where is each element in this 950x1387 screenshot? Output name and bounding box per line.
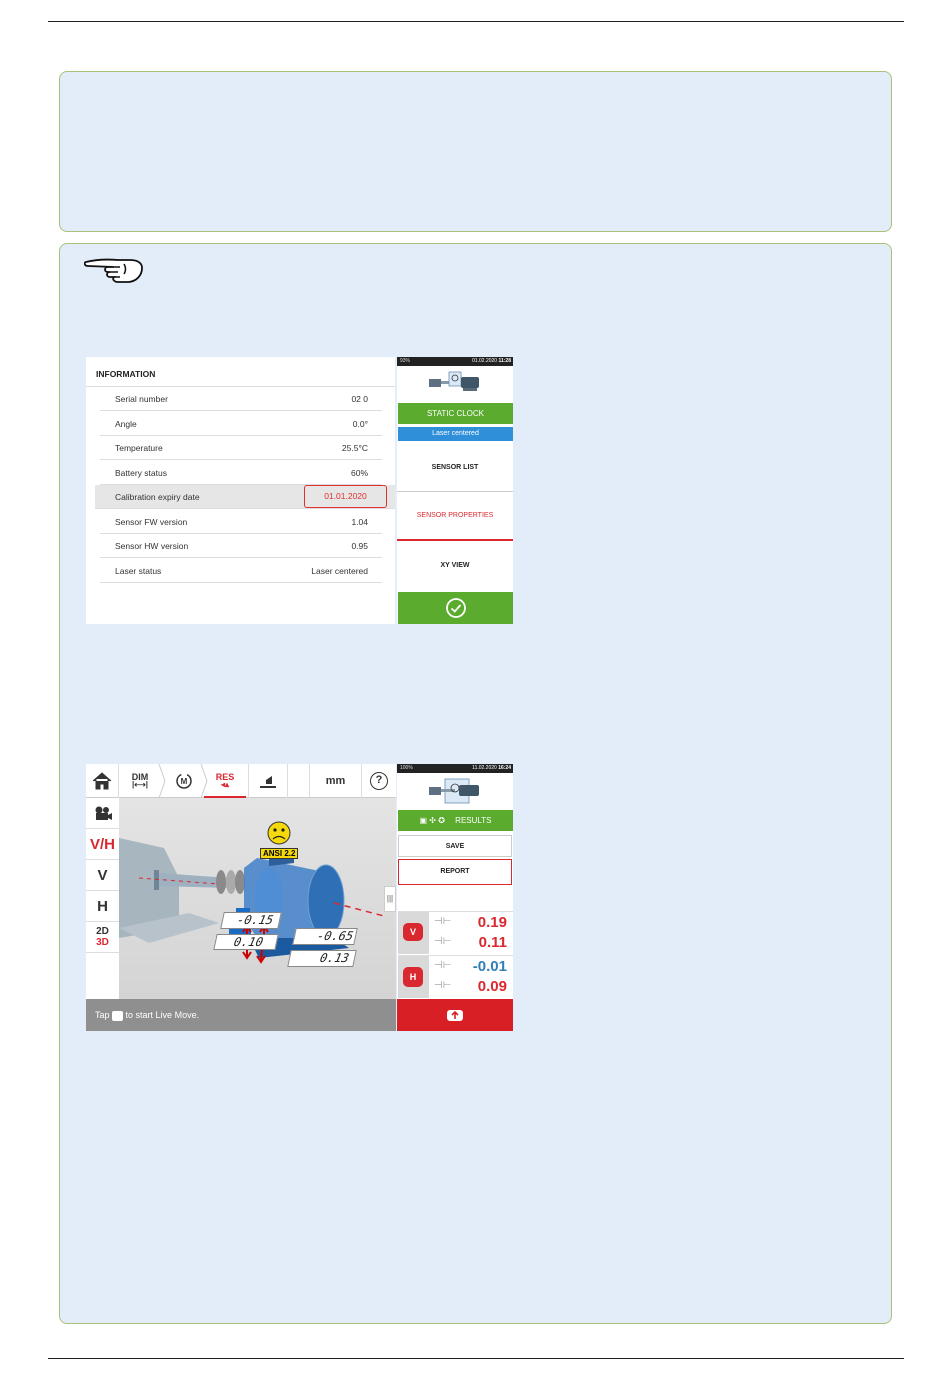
machine-thumbnail-icon — [427, 370, 483, 394]
info-value: 02 0 — [351, 394, 368, 404]
h-gap-value: -0.01 — [472, 958, 507, 975]
confirm-button[interactable] — [398, 592, 513, 624]
info-label: Laser status — [115, 566, 162, 576]
v-view-button[interactable]: V — [86, 860, 119, 891]
chevron-right-icon — [158, 764, 166, 798]
results-status-icons: ▣ ✣ ✪ — [419, 816, 445, 825]
live-move-hint — [86, 999, 396, 1031]
vertical-results — [398, 911, 513, 953]
h-angle-value: 0.13 — [287, 950, 357, 967]
svg-text:M: M — [180, 777, 188, 786]
toolbar — [86, 764, 396, 798]
report-button[interactable]: REPORT — [398, 859, 512, 885]
note-box-top — [59, 71, 892, 232]
information-panel — [86, 357, 395, 624]
info-row-laser — [100, 559, 382, 583]
info-value: Laser centered — [311, 566, 368, 576]
info-label: Sensor FW version — [115, 517, 188, 527]
results-label: RESULTS — [455, 816, 492, 825]
v-gap-value: 0.19 — [477, 914, 507, 931]
xy-view-item[interactable]: XY VIEW — [440, 562, 470, 569]
hint-text-end: to start Live Move. — [125, 1010, 200, 1020]
info-label: Sensor HW version — [115, 541, 189, 551]
view-sidebar — [86, 798, 119, 954]
res-arrow-icon: ◂▴ — [220, 780, 230, 789]
dimension-toggle[interactable] — [86, 922, 119, 953]
measure-tab[interactable] — [166, 764, 202, 798]
info-row-calibration[interactable] — [95, 485, 395, 509]
measure-m-icon — [174, 771, 194, 791]
pointing-hand-icon — [84, 253, 146, 285]
status-bar — [397, 764, 513, 773]
live-move-button[interactable] — [397, 999, 513, 1031]
tolerance-label: ANSI 2.2 — [260, 848, 298, 859]
info-value: 0.0° — [352, 419, 368, 429]
units-button[interactable]: mm — [310, 764, 362, 798]
info-value: 25.5°C — [341, 443, 368, 453]
v-badge — [398, 912, 429, 954]
panel-handle[interactable]: ||| — [384, 886, 396, 912]
help-icon: ? — [370, 772, 388, 790]
results-screen — [86, 764, 396, 1031]
info-row-serial — [100, 387, 382, 411]
move-machine-icon — [258, 772, 278, 790]
calibration-expiry-highlight: 01.01.2020 — [304, 485, 387, 508]
machine-train-illustration — [119, 798, 396, 999]
h-offset-value: 0.10 — [213, 934, 278, 950]
2d-label: 2D — [96, 926, 109, 937]
res-tab[interactable] — [204, 764, 246, 798]
v-machine-icon: V — [403, 923, 423, 941]
info-row-temperature — [100, 436, 382, 460]
status-datetime: 11.02.2020 16:24 — [472, 765, 511, 771]
blank-tab — [288, 764, 310, 798]
sensor-list-item[interactable]: SENSOR LIST — [431, 464, 479, 471]
sensor-properties-item[interactable]: SENSOR PROPERTIES — [416, 512, 494, 519]
v-offset-value: 0.11 — [478, 934, 507, 951]
info-value: 0.95 — [351, 541, 368, 551]
results-button[interactable] — [398, 810, 513, 831]
dim-label: DIM — [131, 772, 149, 782]
camera-icon — [93, 805, 113, 821]
header-rule — [48, 21, 904, 22]
live-move-icon — [112, 1011, 123, 1021]
information-title: INFORMATION — [96, 369, 156, 379]
save-button[interactable]: SAVE — [398, 835, 512, 857]
h-offset-value: 0.09 — [477, 978, 507, 995]
home-button[interactable] — [86, 764, 119, 798]
info-value: 60% — [350, 468, 368, 478]
active-underline — [397, 539, 513, 541]
offset-icon: ⊣⊢ — [434, 980, 452, 991]
hint-text-start: Tap — [95, 1010, 110, 1020]
sensor-menu-panel — [397, 357, 513, 624]
laser-status-bar: Laser centered — [398, 427, 513, 441]
dim-arrow-icon: |⟷| — [132, 780, 148, 789]
check-circle-icon — [445, 597, 467, 619]
move-button[interactable] — [248, 764, 288, 798]
info-row-hw — [100, 534, 382, 558]
info-label: Angle — [115, 419, 137, 429]
battery-level: 100% — [400, 765, 413, 771]
info-value: 1.04 — [351, 517, 368, 527]
static-clock-button[interactable]: STATIC CLOCK — [398, 403, 513, 424]
info-row-fw — [100, 510, 382, 534]
results-panel — [397, 764, 513, 1031]
offset-icon: ⊣⊢ — [434, 936, 452, 947]
camera-button[interactable] — [86, 798, 119, 829]
footer-rule — [48, 1358, 904, 1359]
h-machine-icon: H — [403, 967, 423, 987]
live-move-icon — [444, 1006, 466, 1024]
gap-icon: ⊣⊢ — [434, 916, 452, 927]
v-offset-value: -0.15 — [220, 912, 282, 929]
info-label: Serial number — [115, 394, 168, 404]
info-row-battery — [100, 461, 382, 485]
info-label: Calibration expiry date — [115, 492, 200, 502]
dim-tab[interactable] — [119, 764, 161, 798]
help-button[interactable] — [362, 764, 396, 798]
battery-level: 93% — [400, 358, 411, 364]
res-label: RES — [215, 772, 235, 782]
machine-3d-view — [119, 798, 396, 999]
divider — [397, 491, 513, 492]
home-icon — [92, 772, 112, 790]
info-label: Battery status — [115, 468, 167, 478]
info-label: Temperature — [115, 443, 163, 453]
3d-label: 3D — [96, 937, 109, 948]
gap-icon: ⊣⊢ — [434, 960, 452, 971]
vh-view-button[interactable]: V/H — [86, 829, 119, 860]
h-badge — [398, 956, 429, 998]
machine-thumbnail-icon — [427, 777, 483, 805]
horizontal-results — [398, 955, 513, 997]
h-view-button[interactable]: H — [86, 891, 119, 922]
info-row-angle — [100, 412, 382, 436]
status-bar — [397, 357, 513, 366]
status-datetime: 01.02.2020 11:28 — [472, 358, 511, 364]
v-angle-value: -0.65 — [292, 928, 358, 945]
